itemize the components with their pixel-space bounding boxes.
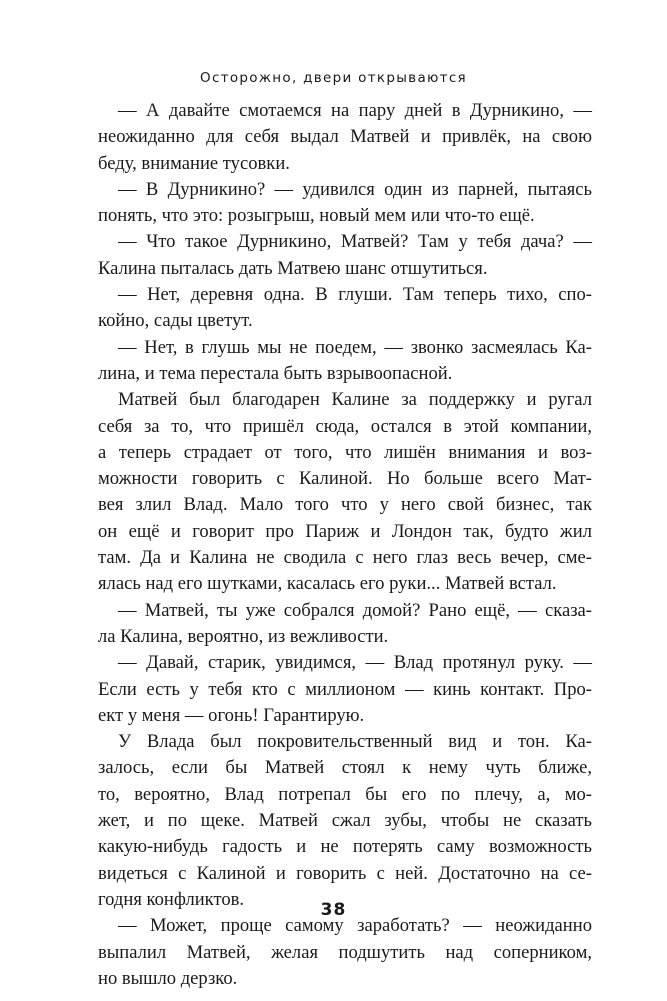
text-line: видеться с Калиной и говорить с ней. Достаточно на се-	[98, 862, 592, 884]
text-line: залось, если бы Матвей стоял к нему чуть ближе,	[98, 757, 592, 779]
text-line: то, вероятно, Влад потрепал бы его по плечу, а, мо-	[98, 783, 592, 805]
text-line: Если есть у тебя кто с миллионом — кинь контакт. Про-	[98, 678, 592, 700]
text-line: годня конфликтов.	[98, 888, 245, 910]
running-head: Осторожно, двери открываются	[200, 70, 467, 86]
text-line: вея злил Влад. Мало того что у него свой бизнес, так	[98, 494, 592, 516]
text-line: беду, внимание тусовки.	[98, 152, 290, 174]
text-line: можности говорить с Калиной. Но больше всего Мат-	[98, 468, 592, 490]
page-number: 38	[320, 900, 347, 920]
text-line: ла Калина, вероятно, из вежливости.	[98, 625, 389, 647]
text-line: понять, что это: розыгрыш, новый мем или что-то ещё.	[98, 205, 535, 227]
text-line: там. Да и Калина не сводила с него глаз весь вечер, сме-	[98, 547, 592, 569]
text-line: себя за то, что пришёл сюда, остался в этой компании,	[98, 415, 592, 437]
text-line: — А давайте смотаемся на пару дней в Дурникино, —	[118, 100, 592, 121]
text-line: но вышло дерзко.	[98, 967, 238, 989]
text-line: — В Дурникино? — удивился один из парней, пытаясь	[118, 178, 592, 200]
text-line: — Матвей, ты уже собрался домой? Рано ещё, — сказа-	[118, 599, 592, 621]
text-line: жет, и по щеке. Матвей сжал зубы, чтобы не сказать	[98, 810, 592, 832]
text-line: он ещё и говорит про Париж и Лондон так, будто жил	[98, 520, 592, 542]
text-line: ект у меня — огонь! Гарантирую.	[98, 704, 365, 726]
text-line: — Может, проще самому заработать? — неожиданно	[118, 915, 592, 937]
text-line: — Нет, в глушь мы не поедем, — звонко засмеялась Ка-	[118, 336, 592, 358]
text-line: койно, сады цветут.	[98, 310, 253, 332]
text-line: какую-нибудь гадость и не потерять саму возможность	[98, 836, 592, 858]
text-line: — Что такое Дурникино, Матвей? Там у тебя дача? —	[118, 231, 592, 253]
text-line: Калина пыталась дать Матвею шанс отшутиться.	[98, 257, 488, 279]
text-line: ялась над его шутками, касалась его руки... Матвей встал.	[98, 573, 557, 595]
text-line: Матвей был благодарен Калине за поддержку и ругал	[118, 389, 592, 411]
text-line: — Нет, деревня одна. В глуши. Там теперь тихо, спо-	[118, 284, 592, 306]
text-line: выпалил Матвей, желая подшутить над соперником,	[98, 941, 592, 963]
text-line: лина, и тема перестала быть взрывоопасной.	[98, 362, 453, 384]
text-line: неожиданно для себя выдал Матвей и привлёк, на свою	[98, 126, 592, 148]
text-line: — Давай, старик, увидимся, — Влад протянул руку. —	[118, 652, 592, 674]
text-line: а теперь страдает от того, что лишён внимания и воз-	[98, 441, 592, 463]
body-text	[98, 98, 592, 992]
text-line: У Влада был покровительственный вид и тон. Ка-	[118, 731, 592, 753]
